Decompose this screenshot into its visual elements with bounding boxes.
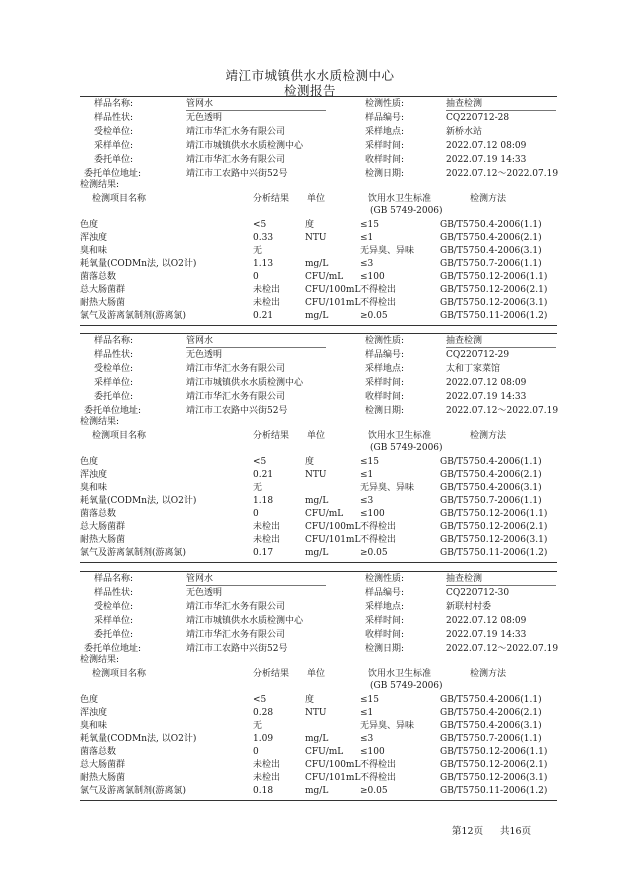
row-result: 1.18: [253, 496, 274, 506]
row-item-name: 菌落总数: [80, 509, 117, 519]
row-standard: 无异臭、异味: [360, 246, 415, 256]
value-test-nature: 抽查检测: [446, 99, 483, 109]
label-entrusting-unit: 委托单位:: [94, 392, 134, 402]
test-results-label: 检测结果:: [80, 417, 120, 427]
col-header-item: 检测项目名称: [92, 669, 147, 679]
row-item-name: 耗氧量(CODMn法, 以O2计): [80, 496, 197, 506]
row-method: GB/T5750.12-2006(1.1): [440, 509, 548, 519]
row-unit: 度: [305, 220, 315, 230]
label-sample-name: 样品名称:: [94, 99, 134, 109]
value-entrusting-addr: 靖江市工农路中兴街52号: [186, 169, 288, 179]
row-method: GB/T5750.12-2006(1.1): [440, 747, 548, 757]
page-total: 共16页: [500, 826, 532, 837]
value-sampling-site: 新联村村委: [446, 602, 492, 612]
row-item-name: 臭和味: [80, 721, 108, 731]
row-item-name: 总大肠菌群: [80, 285, 126, 295]
row-result: 未检出: [253, 285, 281, 295]
row-unit: CFU/101mL: [305, 535, 361, 545]
row-unit: mg/L: [305, 786, 329, 796]
label-entrusting-addr: 委托单位地址:: [84, 644, 142, 654]
label-receive-time: 收样时间:: [365, 630, 405, 640]
page-number: 第12页: [452, 826, 484, 837]
row-standard: ≤15: [360, 220, 379, 230]
value-sampling-time: 2022.07.12 08:09: [446, 616, 527, 626]
col-header-result: 分析结果: [253, 194, 290, 204]
value-underline: [446, 585, 556, 586]
value-receive-time: 2022.07.19 14:33: [446, 630, 527, 640]
row-method: GB/T5750.4-2006(3.1): [440, 721, 542, 731]
value-underline: [446, 347, 556, 348]
value-test-date: 2022.07.12～2022.07.19: [446, 644, 559, 654]
row-standard: ≤15: [360, 695, 379, 705]
row-standard: 不得检出: [360, 760, 397, 770]
row-item-name: 菌落总数: [80, 272, 117, 282]
row-item-name: 耐热大肠菌: [80, 298, 126, 308]
value-sampling-site: 新桥水站: [446, 127, 483, 137]
row-item-name: 色度: [80, 695, 99, 705]
row-unit: CFU/100mL: [305, 760, 361, 770]
row-result: 0.33: [253, 233, 274, 243]
label-receive-time: 收样时间:: [365, 392, 405, 402]
label-sample-no: 样品编号:: [365, 588, 405, 598]
row-method: GB/T5750.12-2006(3.1): [440, 298, 548, 308]
col-header-method: 检测方法: [470, 669, 507, 679]
section-top-rule: [80, 96, 557, 97]
value-sample-name: 管网水: [186, 99, 214, 109]
label-test-nature: 检测性质:: [365, 99, 405, 109]
row-result: 未检出: [253, 298, 281, 308]
row-standard: ≤1: [360, 233, 374, 243]
row-method: GB/T5750.12-2006(3.1): [440, 535, 548, 545]
label-test-date: 检测日期:: [365, 406, 405, 416]
row-method: GB/T5750.11-2006(1.2): [440, 548, 548, 558]
row-item-name: 氯气及游离氯制剂(游离氯): [80, 786, 187, 796]
label-sampling-unit: 采样单位:: [94, 378, 134, 388]
value-entrusting-addr: 靖江市工农路中兴街52号: [186, 644, 288, 654]
row-standard: ≤3: [360, 734, 374, 744]
label-sample-no: 样品编号:: [365, 113, 405, 123]
row-result: <5: [253, 220, 267, 230]
value-test-date: 2022.07.12～2022.07.19: [446, 406, 559, 416]
row-method: GB/T5750.11-2006(1.2): [440, 311, 548, 321]
value-underline: [186, 110, 326, 111]
row-unit: CFU/mL: [305, 747, 344, 757]
row-unit: mg/L: [305, 548, 329, 558]
value-sample-name: 管网水: [186, 336, 214, 346]
row-method: GB/T5750.12-2006(1.1): [440, 272, 548, 282]
row-unit: NTU: [305, 233, 327, 243]
row-result: 0.18: [253, 786, 274, 796]
value-sample-no: CQ220712-30: [446, 588, 510, 598]
row-method: GB/T5750.7-2006(1.1): [440, 734, 542, 744]
row-unit: CFU/100mL: [305, 522, 361, 532]
value-entrusting-addr: 靖江市工农路中兴街52号: [186, 406, 288, 416]
row-unit: mg/L: [305, 311, 329, 321]
value-underline: [186, 347, 326, 348]
row-standard: ≤100: [360, 272, 385, 282]
row-item-name: 色度: [80, 457, 99, 467]
value-sampling-unit: 靖江市城镇供水水质检测中心: [186, 141, 304, 151]
row-method: GB/T5750.4-2006(2.1): [440, 233, 542, 243]
row-result: 未检出: [253, 535, 281, 545]
row-method: GB/T5750.4-2006(1.1): [440, 457, 542, 467]
row-unit: CFU/101mL: [305, 773, 361, 783]
value-sampling-unit: 靖江市城镇供水水质检测中心: [186, 378, 304, 388]
col-header-method: 检测方法: [470, 431, 507, 441]
section-bottom-rule: [80, 325, 557, 326]
row-unit: mg/L: [305, 734, 329, 744]
label-received-unit: 受检单位:: [94, 127, 134, 137]
value-test-date: 2022.07.12～2022.07.19: [446, 169, 559, 179]
row-result: 未检出: [253, 522, 281, 532]
row-item-name: 耐热大肠菌: [80, 773, 126, 783]
value-test-nature: 抽查检测: [446, 336, 483, 346]
row-standard: ≤3: [360, 496, 374, 506]
value-receive-time: 2022.07.19 14:33: [446, 155, 527, 165]
row-method: GB/T5750.4-2006(1.1): [440, 695, 542, 705]
row-result: 无: [253, 246, 263, 256]
label-entrusting-addr: 委托单位地址:: [84, 169, 142, 179]
row-method: GB/T5750.4-2006(3.1): [440, 246, 542, 256]
section-top-rule: [80, 571, 557, 572]
row-method: GB/T5750.11-2006(1.2): [440, 786, 548, 796]
row-result: 0: [253, 272, 259, 282]
label-sample-props: 样品性状:: [94, 588, 134, 598]
row-standard: 不得检出: [360, 298, 397, 308]
label-test-nature: 检测性质:: [365, 336, 405, 346]
row-result: 无: [253, 483, 263, 493]
row-unit: 度: [305, 457, 315, 467]
col-header-item: 检测项目名称: [92, 431, 147, 441]
row-unit: mg/L: [305, 496, 329, 506]
label-received-unit: 受检单位:: [94, 364, 134, 374]
label-sampling-unit: 采样单位:: [94, 616, 134, 626]
value-sample-no: CQ220712-29: [446, 350, 510, 360]
row-method: GB/T5750.12-2006(2.1): [440, 285, 548, 295]
section-bottom-rule: [80, 562, 557, 563]
row-method: GB/T5750.12-2006(2.1): [440, 522, 548, 532]
col-header-unit: 单位: [307, 669, 326, 679]
label-test-nature: 检测性质:: [365, 574, 405, 584]
label-entrusting-addr: 委托单位地址:: [84, 406, 142, 416]
value-sample-props: 无色透明: [186, 588, 223, 598]
col-header-standard-code: (GB 5749-2006): [370, 681, 443, 691]
label-sampling-site: 采样地点:: [365, 364, 405, 374]
row-method: GB/T5750.4-2006(2.1): [440, 470, 542, 480]
row-item-name: 氯气及游离氯制剂(游离氯): [80, 311, 187, 321]
row-unit: CFU/101mL: [305, 298, 361, 308]
row-standard: 不得检出: [360, 773, 397, 783]
row-standard: 无异臭、异味: [360, 483, 415, 493]
row-standard: ≤1: [360, 470, 374, 480]
row-standard: ≤100: [360, 747, 385, 757]
row-result: 未检出: [253, 760, 281, 770]
row-result: <5: [253, 695, 267, 705]
value-entrusting-unit: 靖江市华汇水务有限公司: [186, 155, 286, 165]
label-sample-no: 样品编号:: [365, 350, 405, 360]
row-method: GB/T5750.4-2006(3.1): [440, 483, 542, 493]
test-results-label: 检测结果:: [80, 655, 120, 665]
row-item-name: 氯气及游离氯制剂(游离氯): [80, 548, 187, 558]
row-method: GB/T5750.12-2006(2.1): [440, 760, 548, 770]
row-item-name: 耗氧量(CODMn法, 以O2计): [80, 259, 197, 269]
label-entrusting-unit: 委托单位:: [94, 155, 134, 165]
row-method: GB/T5750.7-2006(1.1): [440, 259, 542, 269]
row-item-name: 浑浊度: [80, 233, 108, 243]
row-unit: CFU/100mL: [305, 285, 361, 295]
row-result: 0.21: [253, 470, 274, 480]
value-entrusting-unit: 靖江市华汇水务有限公司: [186, 630, 286, 640]
row-method: GB/T5750.12-2006(3.1): [440, 773, 548, 783]
row-standard: ≥0.05: [360, 786, 388, 796]
row-unit: mg/L: [305, 259, 329, 269]
section-bottom-rule: [80, 800, 557, 801]
value-received-unit: 靖江市华汇水务有限公司: [186, 364, 286, 374]
label-sampling-unit: 采样单位:: [94, 141, 134, 151]
row-item-name: 总大肠菌群: [80, 760, 126, 770]
col-header-standard: 饮用水卫生标准: [368, 194, 432, 204]
row-standard: ≤1: [360, 708, 374, 718]
label-entrusting-unit: 委托单位:: [94, 630, 134, 640]
value-received-unit: 靖江市华汇水务有限公司: [186, 602, 286, 612]
value-sample-props: 无色透明: [186, 113, 223, 123]
section-top-rule: [80, 333, 557, 334]
row-item-name: 浑浊度: [80, 470, 108, 480]
col-header-result: 分析结果: [253, 431, 290, 441]
label-sample-props: 样品性状:: [94, 350, 134, 360]
col-header-item: 检测项目名称: [92, 194, 147, 204]
label-sample-name: 样品名称:: [94, 336, 134, 346]
row-result: 未检出: [253, 773, 281, 783]
label-sampling-site: 采样地点:: [365, 602, 405, 612]
row-item-name: 浑浊度: [80, 708, 108, 718]
row-result: 1.13: [253, 259, 274, 269]
row-method: GB/T5750.7-2006(1.1): [440, 496, 542, 506]
row-result: 0: [253, 747, 259, 757]
label-sampling-time: 采样时间:: [365, 378, 405, 388]
row-result: 0.21: [253, 311, 274, 321]
row-item-name: 臭和味: [80, 483, 108, 493]
row-standard: 不得检出: [360, 535, 397, 545]
row-unit: NTU: [305, 470, 327, 480]
row-standard: ≥0.05: [360, 548, 388, 558]
label-test-date: 检测日期:: [365, 644, 405, 654]
value-underline: [186, 585, 326, 586]
label-sampling-site: 采样地点:: [365, 127, 405, 137]
row-item-name: 色度: [80, 220, 99, 230]
label-test-date: 检测日期:: [365, 169, 405, 179]
value-sample-name: 管网水: [186, 574, 214, 584]
col-header-unit: 单位: [307, 194, 326, 204]
value-sampling-site: 太和丁家菜馆: [446, 364, 501, 374]
col-header-unit: 单位: [307, 431, 326, 441]
row-unit: 度: [305, 695, 315, 705]
org-title: 靖江市城镇供水水质检测中心: [225, 68, 395, 83]
row-result: 0.17: [253, 548, 274, 558]
row-result: 1.09: [253, 734, 274, 744]
row-method: GB/T5750.4-2006(2.1): [440, 708, 542, 718]
row-standard: 不得检出: [360, 285, 397, 295]
col-header-result: 分析结果: [253, 669, 290, 679]
row-unit: CFU/mL: [305, 272, 344, 282]
report-title: 检测报告: [283, 83, 336, 98]
row-result: 无: [253, 721, 263, 731]
value-entrusting-unit: 靖江市华汇水务有限公司: [186, 392, 286, 402]
value-received-unit: 靖江市华汇水务有限公司: [186, 127, 286, 137]
row-result: 0.28: [253, 708, 274, 718]
value-sampling-unit: 靖江市城镇供水水质检测中心: [186, 616, 304, 626]
test-results-label: 检测结果:: [80, 180, 120, 190]
row-unit: NTU: [305, 708, 327, 718]
row-item-name: 耐热大肠菌: [80, 535, 126, 545]
row-unit: CFU/mL: [305, 509, 344, 519]
label-sampling-time: 采样时间:: [365, 616, 405, 626]
row-result: <5: [253, 457, 267, 467]
value-sampling-time: 2022.07.12 08:09: [446, 378, 527, 388]
row-standard: 不得检出: [360, 522, 397, 532]
label-received-unit: 受检单位:: [94, 602, 134, 612]
value-sample-no: CQ220712-28: [446, 113, 510, 123]
row-result: 0: [253, 509, 259, 519]
row-standard: ≤15: [360, 457, 379, 467]
value-receive-time: 2022.07.19 14:33: [446, 392, 527, 402]
value-sample-props: 无色透明: [186, 350, 223, 360]
row-item-name: 菌落总数: [80, 747, 117, 757]
row-standard: ≤100: [360, 509, 385, 519]
row-item-name: 总大肠菌群: [80, 522, 126, 532]
label-sample-props: 样品性状:: [94, 113, 134, 123]
col-header-standard: 饮用水卫生标准: [368, 431, 432, 441]
row-standard: ≤3: [360, 259, 374, 269]
label-receive-time: 收样时间:: [365, 155, 405, 165]
row-item-name: 臭和味: [80, 246, 108, 256]
col-header-method: 检测方法: [470, 194, 507, 204]
row-item-name: 耗氧量(CODMn法, 以O2计): [80, 734, 197, 744]
row-standard: 无异臭、异味: [360, 721, 415, 731]
row-standard: ≥0.05: [360, 311, 388, 321]
value-underline: [446, 110, 556, 111]
col-header-standard: 饮用水卫生标准: [368, 669, 432, 679]
col-header-standard-code: (GB 5749-2006): [370, 206, 443, 216]
label-sampling-time: 采样时间:: [365, 141, 405, 151]
row-method: GB/T5750.4-2006(1.1): [440, 220, 542, 230]
value-sampling-time: 2022.07.12 08:09: [446, 141, 527, 151]
value-test-nature: 抽查检测: [446, 574, 483, 584]
col-header-standard-code: (GB 5749-2006): [370, 443, 443, 453]
label-sample-name: 样品名称:: [94, 574, 134, 584]
